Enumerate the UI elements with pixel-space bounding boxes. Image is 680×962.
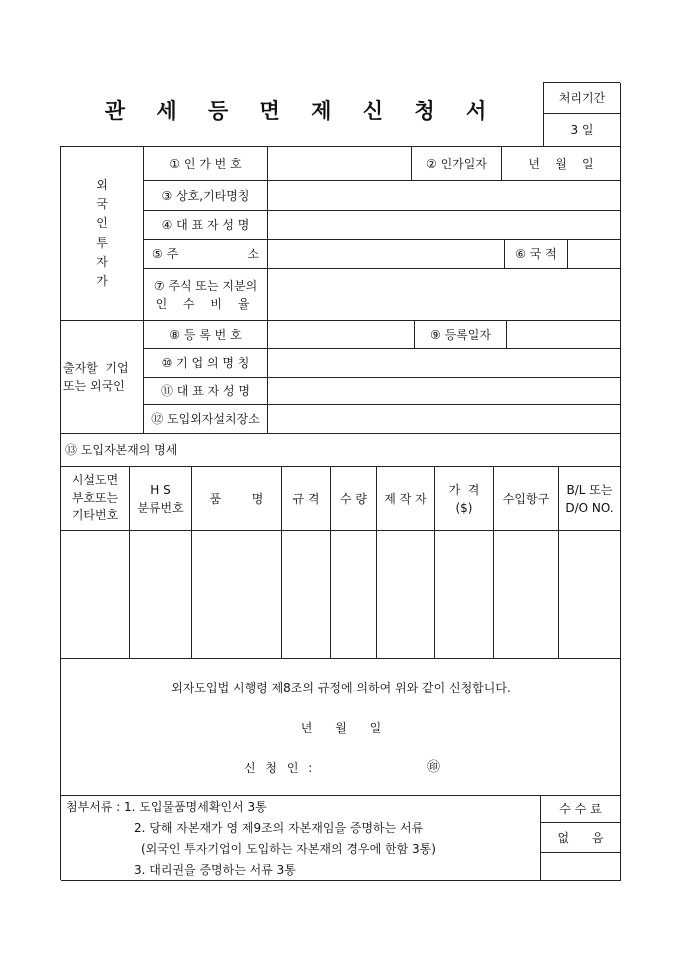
fee-value: 없 음: [541, 823, 621, 853]
goods-cell[interactable]: [192, 531, 282, 659]
company-rep-label: ⑪ 대 표 자 성 명: [144, 378, 268, 405]
nationality-field[interactable]: [568, 240, 621, 269]
attachment-item-1: 첨부서류 : 1. 도입물품명세확인서 3통: [66, 800, 267, 814]
representative-label: ④ 대 표 자 성 명: [144, 211, 268, 240]
goods-col-header: 시설도면 부호또는 기타번호: [61, 467, 130, 531]
processing-label: 처리기간: [544, 83, 621, 114]
nationality-label: ⑥ 국 적: [505, 240, 568, 269]
approval-date-field[interactable]: 년 월 일: [502, 147, 621, 181]
foreign-investor-section: 외 국 인 투 자 가: [61, 147, 144, 321]
share-ratio-field[interactable]: [268, 269, 621, 321]
company-name-label: ⑩ 기 업 의 명 칭: [144, 349, 268, 378]
form-title: 관 세 등 면 제 신 청 서: [104, 99, 499, 123]
goods-cell[interactable]: [559, 531, 621, 659]
goods-col-header: H S 분류번호: [130, 467, 192, 531]
goods-col-header: B/L 또는 D/O NO.: [559, 467, 621, 531]
goods-cell[interactable]: [494, 531, 559, 659]
goods-cell[interactable]: [435, 531, 494, 659]
address-label: [144, 240, 268, 269]
address-field[interactable]: [268, 240, 505, 269]
address-label-b: 소: [247, 247, 259, 261]
goods-cell[interactable]: [331, 531, 377, 659]
goods-cell[interactable]: [377, 531, 435, 659]
company-rep-field[interactable]: [268, 378, 621, 405]
goods-cell[interactable]: [130, 531, 192, 659]
reg-date-field[interactable]: [507, 321, 621, 349]
goods-col-header: 규 격: [282, 467, 331, 531]
share-ratio-line1: ⑦ 주식 또는 지분의: [153, 278, 258, 293]
reg-no-field[interactable]: [268, 321, 415, 349]
goods-heading: ⑬ 도입자본재의 명세: [61, 434, 621, 467]
attachment-item-3: 3. 대리권을 증명하는 서류 3통: [134, 863, 296, 877]
goods-col-header: 가 격 ($): [435, 467, 494, 531]
share-ratio-line2: 인 수 비 율: [155, 296, 256, 311]
address-label-a: ⑤ 주: [152, 247, 179, 261]
attachments-section: [61, 796, 541, 881]
location-field[interactable]: [268, 405, 621, 434]
company-section: 출자할 기업 또는 외국인: [61, 321, 144, 434]
processing-value: 3 일: [544, 114, 621, 147]
processing-box: [543, 82, 620, 146]
approval-no-label: ① 인 가 번 호: [144, 147, 268, 181]
attachment-item-2: 2. 당해 자본재가 영 제9조의 자본재임을 증명하는 서류: [134, 821, 424, 835]
declaration-date: 년 월 일: [300, 721, 382, 735]
approval-no-field[interactable]: [268, 147, 412, 181]
goods-col-header: 수 량: [331, 467, 377, 531]
attachment-item-2-note: (외국인 투자기업이 도입하는 자본재의 경우에 한함 3통): [141, 842, 436, 856]
seal-mark: ㊞: [427, 760, 441, 775]
declaration-section: [61, 659, 621, 796]
reg-no-label: ⑧ 등 록 번 호: [144, 321, 268, 349]
approval-date-label: ② 인가일자: [412, 147, 502, 181]
goods-cell[interactable]: [282, 531, 331, 659]
applicant-label: 신 청 인 :: [244, 761, 316, 775]
goods-col-header: 품 명: [192, 467, 282, 531]
location-label: ⑫ 도입외자설치장소: [144, 405, 268, 434]
representative-field[interactable]: [268, 211, 621, 240]
fee-label: 수 수 료: [541, 796, 621, 823]
declaration-statement: 외자도입법 시행령 제8조의 규정에 의하여 위와 같이 신청합니다.: [171, 681, 511, 695]
goods-col-header: 제 작 자: [377, 467, 435, 531]
goods-cell[interactable]: [61, 531, 130, 659]
trade-name-label: ③ 상호,기타명칭: [144, 181, 268, 211]
trade-name-field[interactable]: [268, 181, 621, 211]
reg-date-label: ⑨ 등록일자: [415, 321, 507, 349]
goods-col-header: 수입항구: [494, 467, 559, 531]
form-table: [60, 146, 620, 880]
company-name-field[interactable]: [268, 349, 621, 378]
fee-blank: [541, 853, 621, 881]
share-ratio-label: [144, 269, 268, 321]
